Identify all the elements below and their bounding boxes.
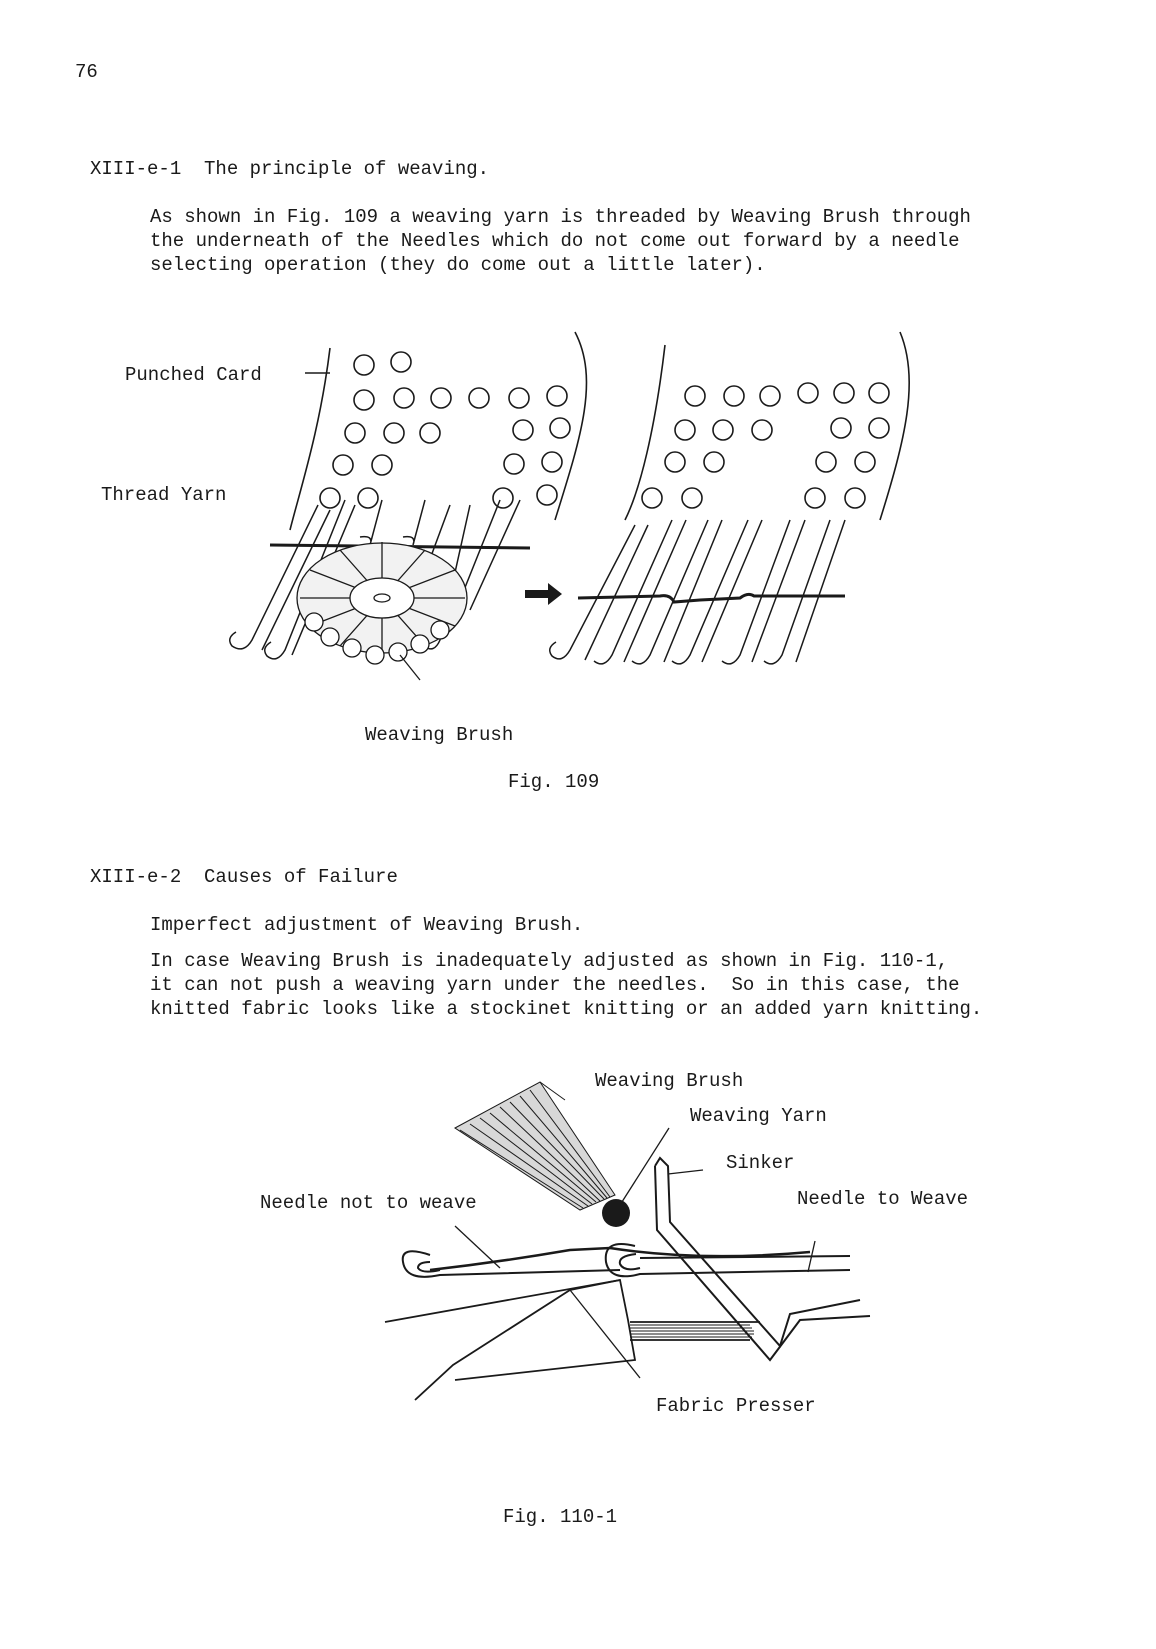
section-heading-1: XIII-e-1 The principle of weaving. <box>90 158 490 180</box>
fabric-layers <box>630 1325 754 1337</box>
label-weaving-brush-109: Weaving Brush <box>365 724 514 746</box>
label-thread-yarn: Thread Yarn <box>101 484 227 506</box>
paragraph-2-line-2: it can not push a weaving yarn under the needles. So in this case, the <box>150 974 960 996</box>
section-heading-2: XIII-e-2 Causes of Failure <box>90 866 398 888</box>
figure-109-caption: Fig. 109 <box>508 771 600 793</box>
paragraph-1-line-1: As shown in Fig. 109 a weaving yarn is threaded by Weaving Brush through <box>150 206 971 228</box>
label-punched-card: Punched Card <box>125 364 262 386</box>
weaving-yarn-dot <box>602 1199 630 1227</box>
figure-110-1-caption: Fig. 110-1 <box>503 1506 618 1528</box>
paragraph-1-line-2: the underneath of the Needles which do not come out forward by a needle <box>150 230 960 252</box>
label-needle-to-weave: Needle to Weave <box>797 1188 969 1210</box>
fabric-presser <box>385 1280 760 1400</box>
paragraph-2-line-3: knitted fabric looks like a stockinet knitting or an added yarn knitting. <box>150 998 983 1020</box>
paragraph-1-line-3: selecting operation (they do come out a little later). <box>150 254 766 276</box>
label-fabric-presser: Fabric Presser <box>656 1395 816 1417</box>
page-number: 76 <box>75 61 98 83</box>
label-sinker: Sinker <box>726 1152 795 1174</box>
paragraph-2-line-1: In case Weaving Brush is inadequately adjusted as shown in Fig. 110-1, <box>150 950 949 972</box>
label-weaving-yarn: Weaving Yarn <box>690 1105 827 1127</box>
weaving-brush-bristles <box>455 1082 615 1210</box>
label-weaving-brush-110: Weaving Brush <box>595 1070 744 1092</box>
subheading-2: Imperfect adjustment of Weaving Brush. <box>150 914 584 936</box>
needle-not-to-weave <box>403 1251 620 1277</box>
label-needle-not-to-weave: Needle not to weave <box>260 1192 477 1214</box>
